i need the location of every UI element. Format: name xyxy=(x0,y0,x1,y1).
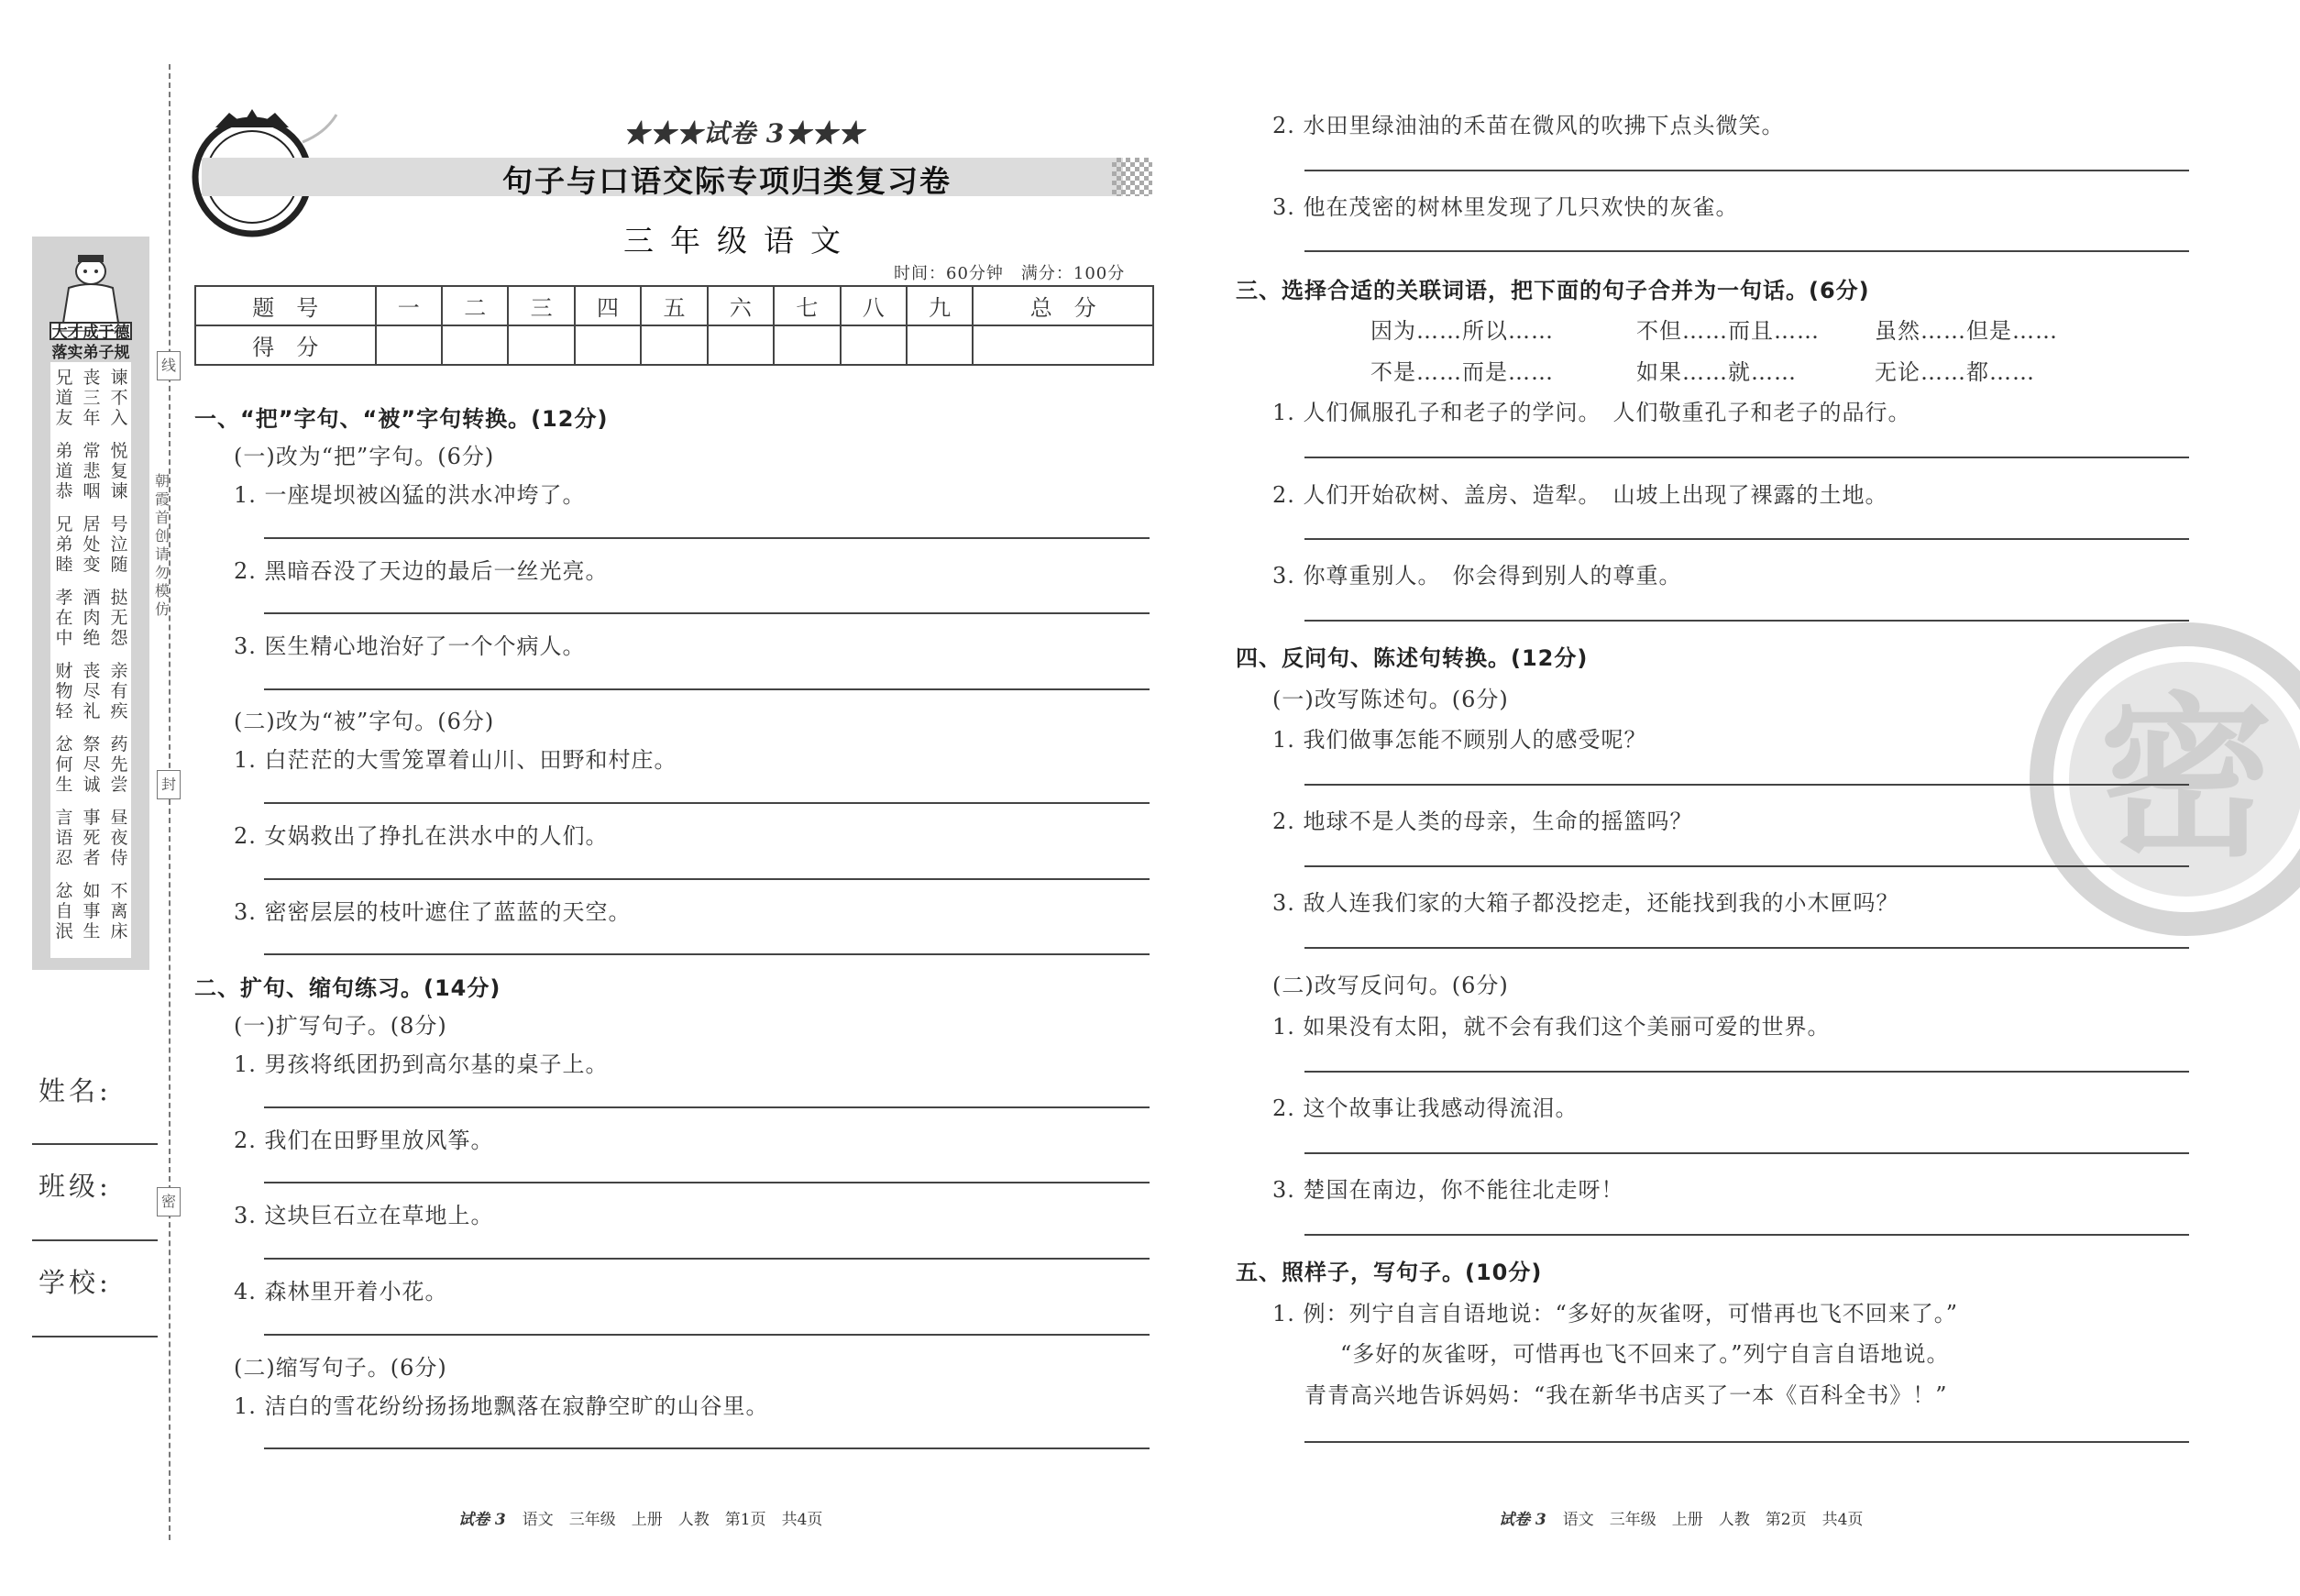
section-2a-title: (一)扩写句子。(8分) xyxy=(234,1013,447,1039)
poem-column: 事死者 xyxy=(83,808,101,868)
poem-column: 财物轻 xyxy=(55,661,73,721)
score-cell[interactable] xyxy=(508,325,574,365)
answer-line[interactable] xyxy=(264,1447,1150,1449)
example-text: 1. 例：列宁自言自语地说：“多好的灰雀呀，可惜再也飞不回来了。” xyxy=(1272,1301,1959,1326)
question-text: 3. 你尊重别人。 你会得到别人的尊重。 xyxy=(1272,563,1682,589)
answer-line[interactable] xyxy=(264,612,1150,614)
section-1-title: 一、“把”字句、“被”字句转换。(12分) xyxy=(194,406,609,432)
score-header-cell: 五 xyxy=(641,286,707,325)
poem-column: 忿自泯 xyxy=(55,881,73,941)
question-text: 2. 黑暗吞没了天边的最后一丝光亮。 xyxy=(234,558,609,584)
poem-column: 弟道恭 xyxy=(55,441,73,501)
answer-line[interactable] xyxy=(1304,865,2189,867)
answer-line[interactable] xyxy=(264,1334,1150,1336)
score-cell[interactable] xyxy=(376,325,442,365)
question-text: 2. 女娲救出了挣扎在洪水中的人们。 xyxy=(234,823,609,849)
question-text: 2. 人们开始砍树、盖房、造犁。 山坡上出现了裸露的土地。 xyxy=(1272,482,1888,508)
answer-line[interactable] xyxy=(264,1182,1150,1183)
section-4b-title: (二)改写反问句。(6分) xyxy=(1272,973,1509,998)
answer-line[interactable] xyxy=(264,1258,1150,1260)
answer-line[interactable] xyxy=(1304,538,2189,540)
poem-column: 挞无怨 xyxy=(110,588,128,648)
subject-title: 三年级语文 xyxy=(623,223,857,259)
sidebar-motto-2: 落实弟子规 xyxy=(51,344,130,362)
seal-character: 密 xyxy=(2098,677,2274,880)
score-header-cell: 一 xyxy=(376,286,442,325)
answer-line[interactable] xyxy=(1304,170,2189,171)
question-text: 青青高兴地告诉妈妈：“我在新华书店买了一本《百科全书》！” xyxy=(1304,1382,1948,1408)
footer-paper-no: 试卷 3 xyxy=(1499,1511,1546,1529)
section-1a-title: (一)改为“把”字句。(6分) xyxy=(234,444,495,469)
poem-box xyxy=(50,362,131,958)
footer-right xyxy=(1499,1506,1863,1529)
score-header-cell: 题 号 xyxy=(195,286,376,325)
score-header-cell: 三 xyxy=(508,286,574,325)
answer-line[interactable] xyxy=(1304,1152,2189,1154)
section-2-title: 二、扩句、缩句练习。(14分) xyxy=(194,975,501,1001)
poem-column: 居处变 xyxy=(83,514,101,575)
answer-line[interactable] xyxy=(1304,947,2189,949)
answer-line[interactable] xyxy=(1304,1071,2189,1073)
section-4a-title: (一)改写陈述句。(6分) xyxy=(1272,687,1509,712)
answer-line[interactable] xyxy=(264,688,1150,690)
score-cell[interactable] xyxy=(442,325,508,365)
score-header-cell: 总 分 xyxy=(973,286,1153,325)
sidebar-strip xyxy=(32,237,149,970)
section-2b-title: (二)缩写句子。(6分) xyxy=(234,1355,447,1381)
name-label: 姓名: xyxy=(39,1075,112,1106)
footer-paper-no: 试卷 3 xyxy=(458,1511,506,1529)
binding-mark-seal: 封 xyxy=(157,770,181,799)
vertical-note: 朝霞首创 请勿模仿 xyxy=(154,472,170,618)
question-text: 1. 洁白的雪花纷纷扬扬地飘落在寂静空旷的山谷里。 xyxy=(234,1393,769,1419)
question-text: 1. 我们做事怎能不顾别人的感受呢？ xyxy=(1272,727,1647,753)
binding-dashed-line xyxy=(169,64,171,1540)
score-header-cell: 七 xyxy=(774,286,840,325)
score-header-cell: 六 xyxy=(708,286,774,325)
school-field[interactable] xyxy=(32,1336,158,1337)
footer-left xyxy=(458,1506,822,1529)
score-cell[interactable] xyxy=(841,325,907,365)
section-4-title: 四、反问句、陈述句转换。(12分) xyxy=(1236,645,1589,671)
answer-line[interactable] xyxy=(1304,620,2189,622)
question-text: 2. 水田里绿油油的禾苗在微风的吹拂下点头微笑。 xyxy=(1272,113,1785,138)
poem-column: 祭尽诚 xyxy=(83,734,101,795)
score-header-cell: 二 xyxy=(442,286,508,325)
answer-line[interactable] xyxy=(1304,1441,2189,1443)
poem-column: 悦复谏 xyxy=(110,441,128,501)
question-text: 4. 森林里开着小花。 xyxy=(234,1279,448,1304)
poem-column: 酒肉绝 xyxy=(83,588,101,648)
section-5-title: 五、照样子，写句子。(10分) xyxy=(1236,1260,1543,1285)
score-cell[interactable] xyxy=(708,325,774,365)
question-text: 3. 医生精心地治好了一个个病人。 xyxy=(234,633,586,659)
school-label: 学校: xyxy=(39,1267,112,1298)
poem-column: 丧尽礼 xyxy=(83,661,101,721)
answer-line[interactable] xyxy=(1304,250,2189,252)
score-row-label: 得 分 xyxy=(195,325,376,365)
conjunction-option: 无论……都…… xyxy=(1875,359,2035,385)
poem-column: 昼夜侍 xyxy=(110,808,128,868)
score-cell[interactable] xyxy=(973,325,1153,365)
question-text: 1. 人们佩服孔子和老子的学问。 人们敬重孔子和老子的品行。 xyxy=(1272,400,1911,425)
answer-line[interactable] xyxy=(264,802,1150,804)
poem-column: 亲有疾 xyxy=(110,661,128,721)
question-text: 2. 这个故事让我感动得流泪。 xyxy=(1272,1095,1579,1121)
answer-line[interactable] xyxy=(264,1106,1150,1108)
question-text: 1. 一座堤坝被凶猛的洪水冲垮了。 xyxy=(234,482,586,508)
score-table xyxy=(194,285,1154,366)
conjunction-option: 不是……而是…… xyxy=(1370,359,1554,385)
answer-line[interactable] xyxy=(1304,457,2189,458)
conjunction-option: 不但……而且…… xyxy=(1636,318,1820,344)
poem-column: 兄道友 xyxy=(55,368,73,428)
section-1b-title: (二)改为“被”字句。(6分) xyxy=(234,709,495,734)
paper-number: ★★★试卷 3★★★ xyxy=(623,118,865,149)
question-text: 3. 楚国在南边，你不能往北走呀！ xyxy=(1272,1177,1624,1203)
question-text: 3. 密密层层的枝叶遮住了蓝蓝的天空。 xyxy=(234,899,632,925)
poem-column: 常悲咽 xyxy=(83,441,101,501)
question-text: 2. 我们在田野里放风筝。 xyxy=(234,1128,494,1153)
answer-line[interactable] xyxy=(264,878,1150,880)
answer-line[interactable] xyxy=(264,537,1150,539)
name-field[interactable] xyxy=(32,1143,158,1145)
time-score-info: 时间：60分钟 满分：100分 xyxy=(894,264,1126,283)
score-cell[interactable] xyxy=(575,325,641,365)
footer-page-info: 语文 三年级 上册 人教 第1页 共4页 xyxy=(522,1511,823,1529)
section-3-title: 三、选择合适的关联词语，把下面的句子合并为一句话。(6分) xyxy=(1236,278,1870,303)
question-text: 1. 男孩将纸团扔到高尔基的桌子上。 xyxy=(234,1051,609,1077)
answer-line[interactable] xyxy=(264,953,1150,955)
poem-column: 言语忍 xyxy=(55,808,73,868)
answer-line[interactable] xyxy=(1304,1234,2189,1236)
poem-column: 药先尝 xyxy=(110,734,128,795)
poem-column: 谏不入 xyxy=(110,368,128,428)
conjunction-option: 如果……就…… xyxy=(1636,359,1797,385)
poem-column: 丧三年 xyxy=(83,368,101,428)
secret-seal-icon xyxy=(2026,610,2300,949)
footer-page-info: 语文 三年级 上册 人教 第2页 共4页 xyxy=(1562,1511,1864,1529)
poem-column: 孝在中 xyxy=(55,588,73,648)
question-text: 3. 他在茂密的树林里发现了几只欢快的灰雀。 xyxy=(1272,194,1739,220)
binding-mark-line: 线 xyxy=(157,351,181,380)
example-text: “多好的灰雀呀，可惜再也飞不回来了。”列宁自言自语地说。 xyxy=(1340,1341,1950,1367)
score-cell[interactable] xyxy=(907,325,973,365)
question-text: 1. 如果没有太阳，就不会有我们这个美丽可爱的世界。 xyxy=(1272,1014,1831,1040)
poem-column: 如事生 xyxy=(83,881,101,941)
score-header-cell: 八 xyxy=(841,286,907,325)
question-text: 2. 地球不是人类的母亲，生命的摇篮吗？ xyxy=(1272,809,1693,834)
answer-line[interactable] xyxy=(1304,784,2189,786)
question-text: 3. 这块巨石立在草地上。 xyxy=(234,1203,494,1228)
class-label: 班级: xyxy=(39,1171,112,1202)
poem-column: 号泣随 xyxy=(110,514,128,575)
question-text: 1. 白茫茫的大雪笼罩着山川、田野和村庄。 xyxy=(234,747,677,773)
poem-column: 忿何生 xyxy=(55,734,73,795)
question-text: 3. 敌人连我们家的大箱子都没挖走，还能找到我的小木匣吗？ xyxy=(1272,890,1899,916)
poem-column: 不离床 xyxy=(110,881,128,941)
poem-column: 兄弟睦 xyxy=(55,514,73,575)
score-cell[interactable] xyxy=(774,325,840,365)
conjunction-option: 因为……所以…… xyxy=(1370,318,1554,344)
score-cell[interactable] xyxy=(641,325,707,365)
page-title: 句子与口语交际专项归类复习卷 xyxy=(502,163,952,199)
binding-mark-secret: 密 xyxy=(157,1187,181,1216)
score-header-cell: 四 xyxy=(575,286,641,325)
sidebar-motto-1: 大才成于德 xyxy=(51,324,130,342)
class-field[interactable] xyxy=(32,1239,158,1241)
score-header-cell: 九 xyxy=(907,286,973,325)
conjunction-option: 虽然……但是…… xyxy=(1875,318,2058,344)
